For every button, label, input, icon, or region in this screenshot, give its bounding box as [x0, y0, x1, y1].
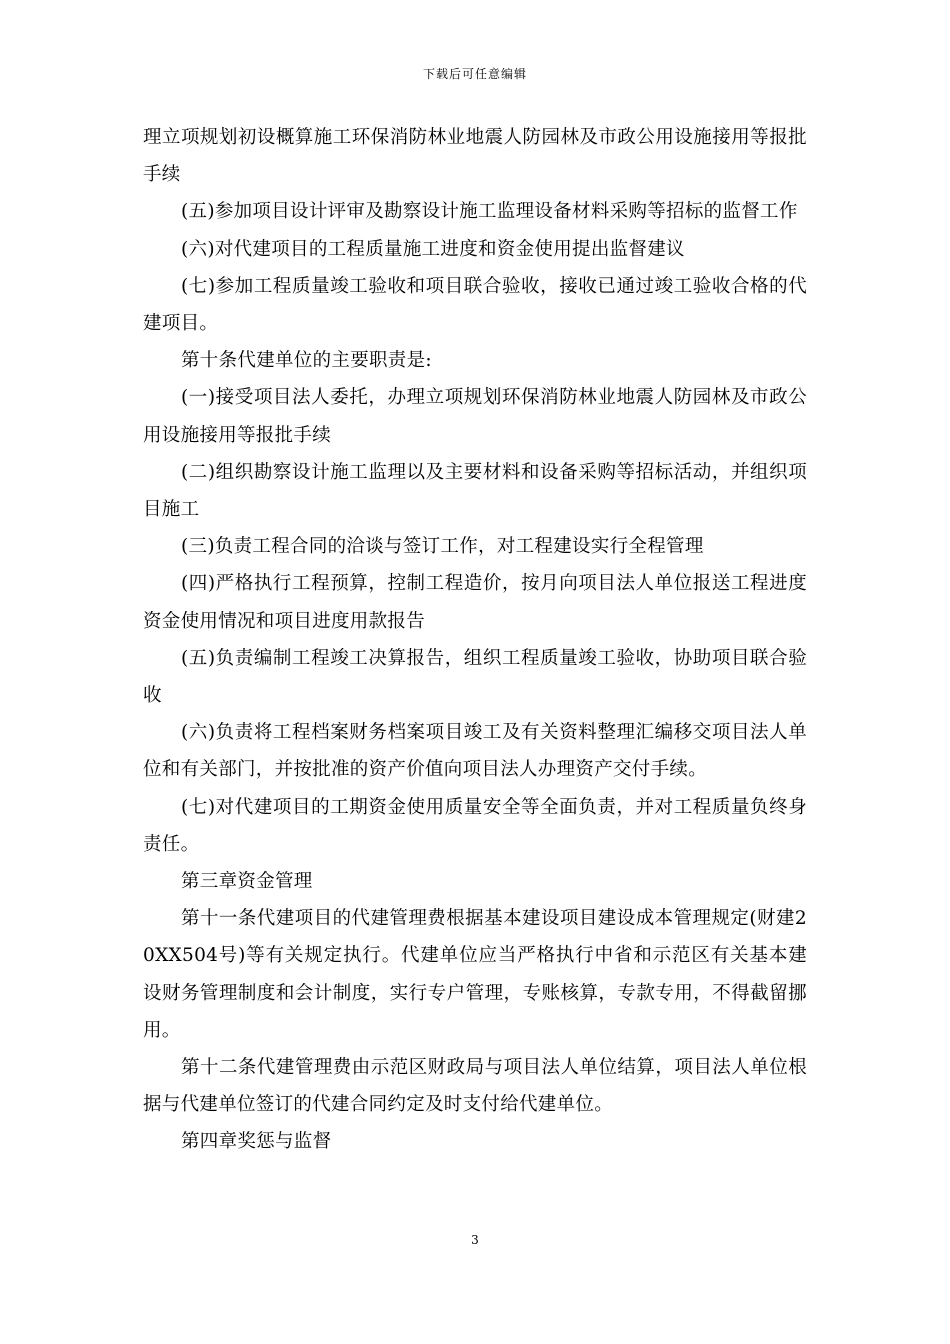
paragraph: 第十一条代建项目的代建管理费根据基本建设项目建设成本管理规定(财建20XX504号)等有关规定执行。代建单位应当严格执行中省和示范区有关基本建设财务管理制度和会计制度，实行专户管理，专账核算，专款专用，不得截留挪用。 — [143, 908, 807, 1041]
chapter-heading: 第四章奖惩与监督 — [181, 1131, 332, 1153]
paragraph: (五)负责编制工程竣工决算报告，组织工程质量竣工验收，协助项目联合验收 — [143, 647, 807, 707]
paragraph: (三)负责工程合同的洽谈与签订工作，对工程建设实行全程管理 — [181, 536, 704, 558]
article-heading: 第十条代建单位的主要职责是: — [181, 350, 432, 372]
paragraph: (一)接受项目法人委托，办理立项规划环保消防林业地震人防园林及市政公用设施接用等报批手续 — [143, 387, 807, 446]
paragraph: (四)严格执行工程预算，控制工程造价，按月向项目法人单位报送工程进度资金使用情况和项目进度用款报告 — [143, 573, 807, 632]
paragraph: (五)参加项目设计评审及勘察设计施工监理设备材料采购等招标的监督工作 — [181, 201, 798, 223]
page-header: 下载后可任意编辑 — [422, 67, 527, 81]
paragraph: (七)对代建项目的工期资金使用质量安全等全面负责，并对工程质量负终身责任。 — [143, 796, 807, 855]
paragraph: (六)负责将工程档案财务档案项目竣工及有关资料整理汇编移交项目法人单位和有关部门，并按批准的资产价值向项目法人办理资产交付手续。 — [143, 722, 807, 781]
document-body — [143, 119, 807, 1161]
paragraph: (七)参加工程质量竣工验收和项目联合验收，接收已通过竣工验收合格的代建项目。 — [143, 275, 807, 335]
paragraph: (六)对代建项目的工程质量施工进度和资金使用提出监督建议 — [181, 238, 685, 260]
chapter-heading: 第三章资金管理 — [181, 871, 313, 893]
page-number: 3 — [471, 1233, 479, 1247]
paragraph: 第十二条代建管理费由示范区财政局与项目法人单位结算，项目法人单位根据与代建单位签订的代建合同约定及时支付给代建单位。 — [143, 1057, 807, 1116]
paragraph: (二)组织勘察设计施工监理以及主要材料和设备采购等招标活动，并组织项目施工 — [143, 461, 807, 521]
paragraph: 理立项规划初设概算施工环保消防林业地震人防园林及市政公用设施接用等报批手续 — [143, 127, 807, 186]
